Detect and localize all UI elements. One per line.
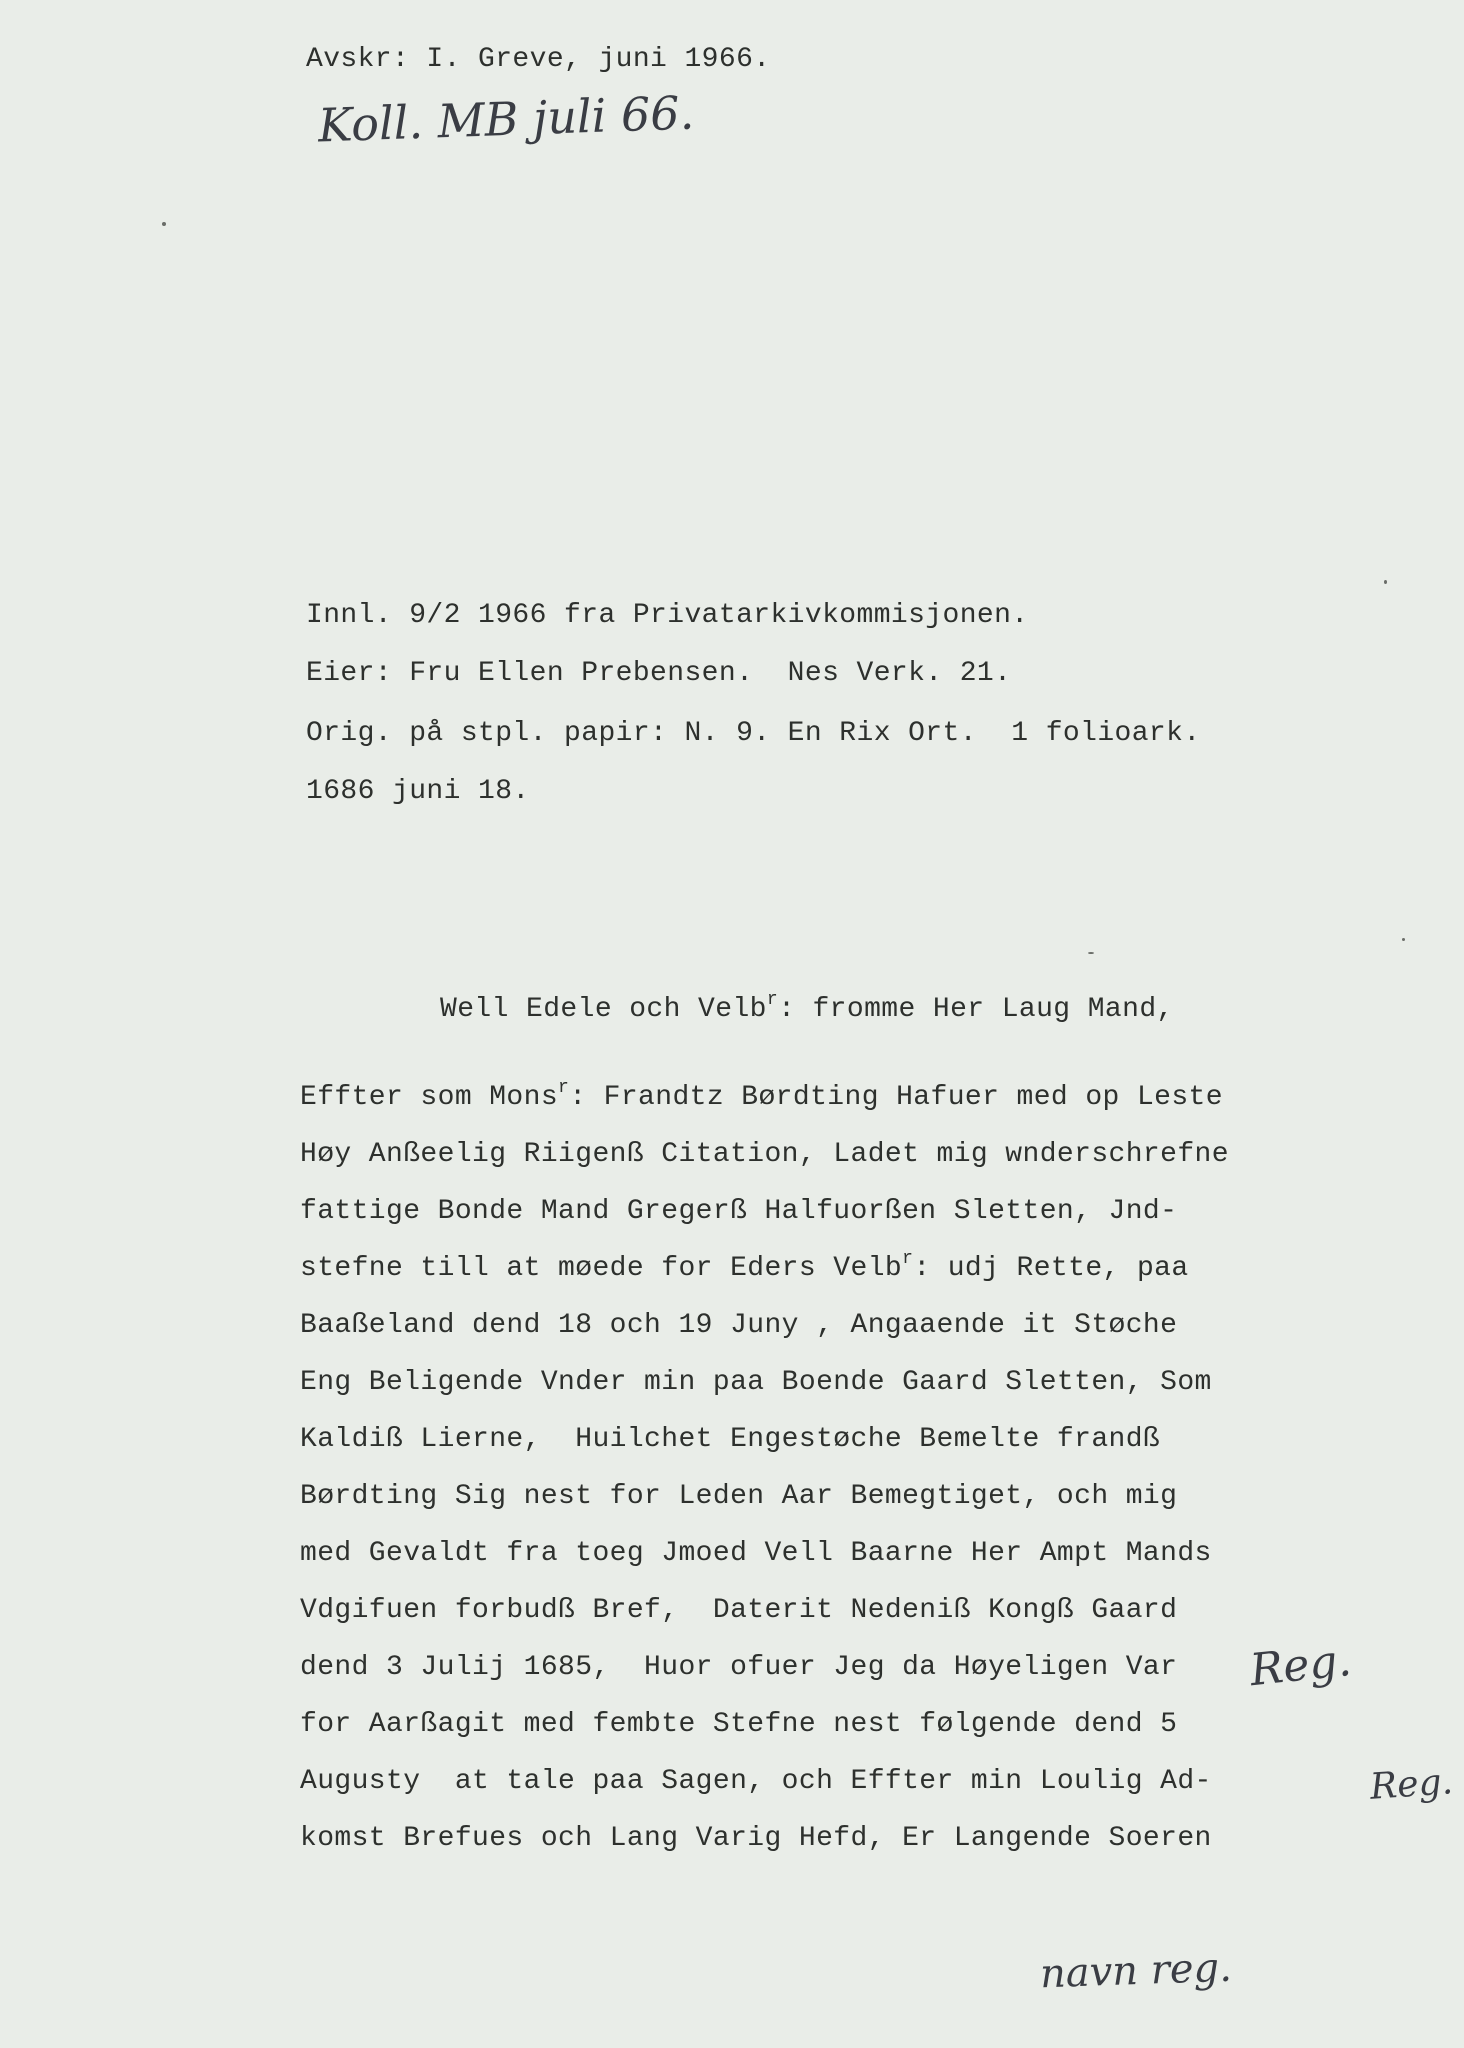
letter-line-13: Augusty at tale paa Sagen, och Effter min Loulig Ad- (300, 1766, 1212, 1797)
date-line: 1686 juni 18. (306, 776, 530, 807)
letter-line-9: med Gevaldt fra toeg Jmoed Vell Baarne Her Ampt Mands (300, 1538, 1212, 1569)
owner-line: Eier: Fru Ellen Prebensen. Nes Verk. 21. (306, 658, 1012, 689)
paper-speck (1384, 580, 1387, 584)
paper-speck (162, 222, 166, 226)
letter-line-10: Vdgifuen forbudß Bref, Daterit Nedeniß Kongß Gaard (300, 1595, 1178, 1626)
margin-note-reg-2: Reg. (1368, 1761, 1455, 1808)
letter-line-3: fattige Bonde Mand Gregerß Halfuorßen Sletten, Jnd- (300, 1196, 1178, 1227)
letter-line-6: Eng Beligende Vnder min paa Boende Gaard Sletten, Som (300, 1367, 1212, 1398)
letter-line-7: Kaldiß Lierne, Huilchet Engestøche Bemelte frandß (300, 1424, 1161, 1455)
letter-line-5: Baaßeland dend 18 och 19 Juny , Angaaende it Støche (300, 1310, 1178, 1341)
letter-line-14: komst Brefues och Lang Varig Hefd, Er Langende Soeren (300, 1823, 1212, 1854)
letter-line-4: stefne till at møede for Eders Velb$^r$: udj Rette, paa (300, 1249, 1189, 1284)
margin-note-reg-1: Reg. (1247, 1634, 1354, 1697)
letter-line-2: Høy Anßeelig Riigenß Citation, Ladet mig wnderschrefne (300, 1139, 1229, 1170)
letter-line-8: Børdting Sig nest for Leden Aar Bemegtiget, och mig (300, 1481, 1178, 1512)
letter-line-1: Effter som Mons$^r$: Frandtz Børdting Hafuer med op Leste (300, 1078, 1223, 1113)
letter-line-11: dend 3 Julij 1685, Huor ofuer Jeg da Høyeligen Var (300, 1652, 1178, 1683)
paper-speck (1402, 938, 1405, 941)
salutation: Well Edele och Velb$^r$: fromme Her Laug Mand, (440, 990, 1174, 1025)
paper-speck (1088, 952, 1094, 954)
letter-line-12: for Aarßagit med fembte Stefne nest følgende dend 5 (300, 1709, 1178, 1740)
transcriber-line: Avskr: I. Greve, juni 1966. (306, 44, 771, 75)
received-line: Innl. 9/2 1966 fra Privatarkivkommisjonen. (306, 600, 1029, 631)
original-line: Orig. på stpl. papir: N. 9. En Rix Ort. 1 folioark. (306, 718, 1201, 749)
check-note-handwritten: Koll. MB juli 66. (317, 85, 695, 153)
margin-note-navn-reg: navn reg. (1039, 1944, 1233, 1998)
